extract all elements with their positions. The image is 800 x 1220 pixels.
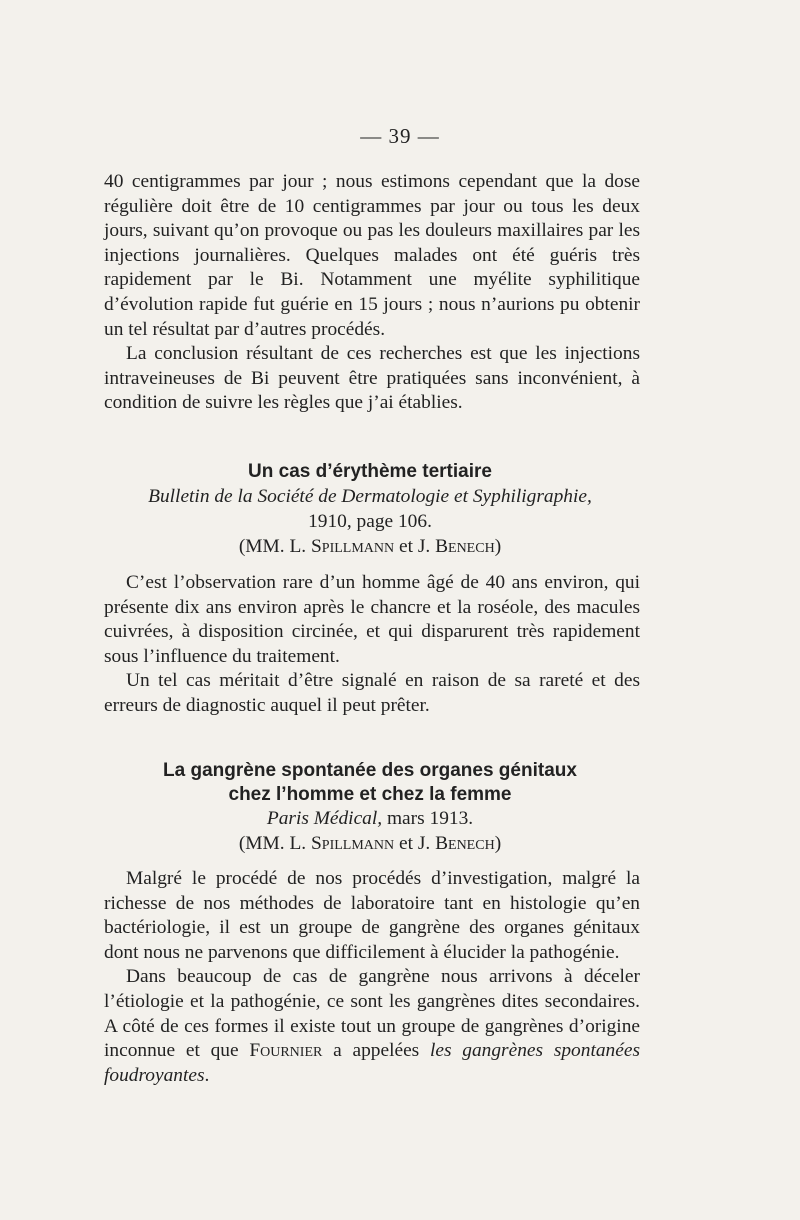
- section1-title: Un cas d’érythème tertiaire: [248, 461, 492, 482]
- section1-paragraph-1: C’est l’observation rare d’un homme âgé de 40 ans environ, qui présente dix ans environ après le chancre et la roséole, des macules cuivrées, à disposition circinée, et qui disparurent très rapidement sous l’influence du traitement.: [104, 572, 640, 667]
- intro-paragraph-2: La conclusion résultant de ces recherches est que les injections intraveineuses de Bi peuvent être pratiquées sans inconvénient, à condition de suivre les règles que j’ai établies.: [104, 343, 640, 414]
- section2-authors-open: (MM. L.: [238, 833, 312, 854]
- section2-p2-italic: les gangrènes spontanées foudroyantes: [104, 1040, 640, 1086]
- section1-authors-mid: et J.: [394, 536, 436, 557]
- section2-source-journal: Paris Médical,: [266, 808, 383, 829]
- section2-source: [100, 806, 640, 831]
- section2-text: [104, 867, 640, 1088]
- section2-paragraph-2: [104, 965, 640, 1088]
- intro-paragraph-1: 40 centigrammes par jour ; nous estimons cependant que la dose régulière doit être de 10 centigrammes par jour ou tous les deux jours, suivant qu’on provoque ou pas les douleurs maxillaires par les injections journalières. Quelques malades ont été guéris très rapidement par le Bi. Notamment une myélite syphilitique d’évolution rapide fut guérie en 15 jours ; nous n’aurions pu obtenir un tel résultat par d’autres procédés.: [104, 171, 640, 340]
- section2-authors: [100, 831, 640, 856]
- section1-authors-open: (MM. L.: [238, 536, 312, 557]
- section1-authors-close: ): [494, 536, 502, 557]
- section2-p2-end: .: [204, 1064, 210, 1086]
- section2-p2-mid: a appelées: [322, 1040, 430, 1062]
- section1-authors: [100, 534, 640, 559]
- section2-title-line-2: chez l’homme et chez la femme: [228, 784, 512, 805]
- section1-author-2: Benech: [435, 536, 495, 557]
- section2-author-1: Spillmann: [311, 833, 395, 854]
- intro-text: [104, 170, 640, 416]
- section1-paragraph-2: Un tel cas méritait d’être signalé en raison de sa rareté et des erreurs de diagnostic auquel il peut prêter.: [104, 670, 640, 716]
- section1-text: [104, 571, 640, 719]
- section2-p2-start: Dans beaucoup de cas de gangrène nous arrivons à déceler l’étiologie et la pathogénie, ce sont les gangrènes dites secondaires. A côté de ces formes il existe tout un groupe de gangrènes d’origine inconnue et que: [104, 966, 640, 1062]
- section2-title-line-1: La gangrène spontanée des organes génitaux: [163, 760, 577, 781]
- section1-source-journal: Bulletin de la Société de Dermatologie et Syphiligraphie,: [148, 486, 592, 507]
- section2-p2-name: Fournier: [249, 1040, 323, 1062]
- section1-source-date: 1910, page 106.: [308, 511, 432, 532]
- section2-paragraph-1: Malgré le procédé de nos procédés d’investigation, malgré la richesse de nos méthodes de laboratoire tant en histologie qu’en bactériologie, il est un groupe de gangrène des organes génitaux dont nous ne parvenons que difficilement à élucider la pathogénie.: [104, 868, 640, 963]
- section2-author-2: Benech: [435, 833, 495, 854]
- page-number: — 39 —: [360, 124, 440, 148]
- section2-authors-mid: et J.: [394, 833, 436, 854]
- section2-source-date: mars 1913.: [382, 808, 474, 829]
- section1-author-1: Spillmann: [311, 536, 395, 557]
- section2-authors-close: ): [494, 833, 502, 854]
